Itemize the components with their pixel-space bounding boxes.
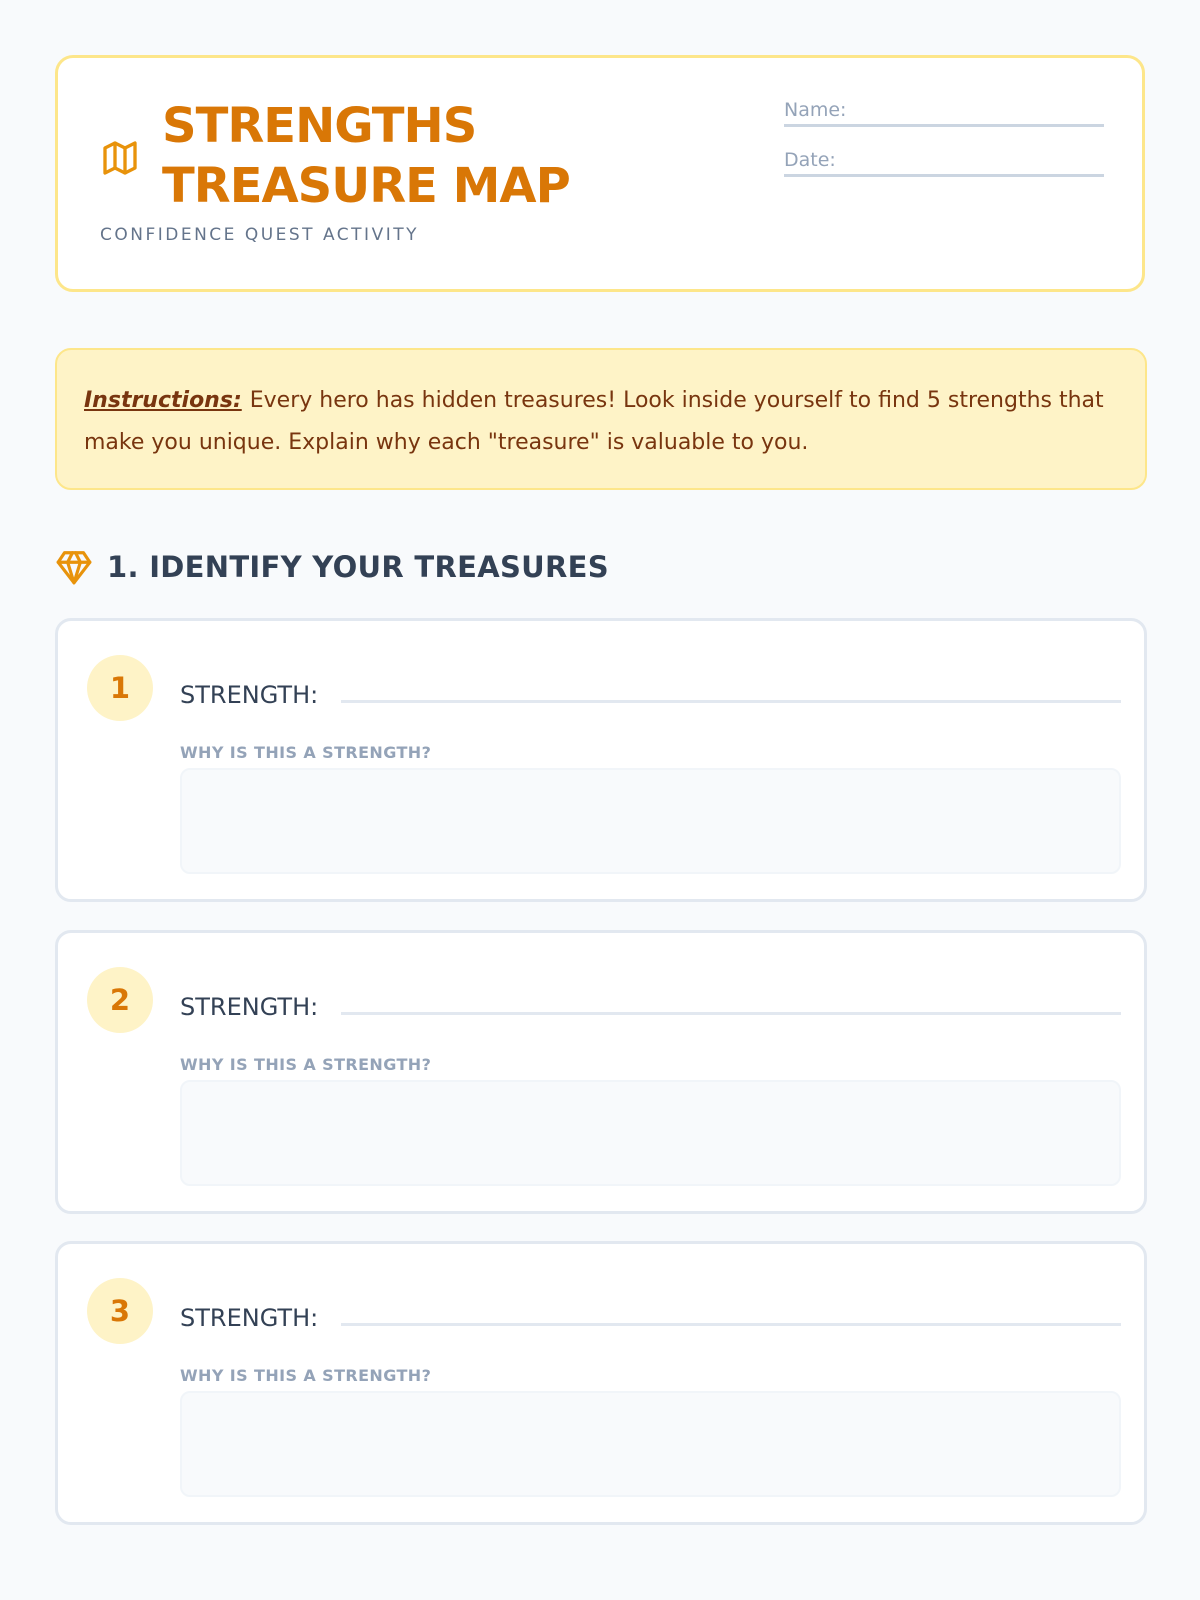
why-label: WHY IS THIS A STRENGTH? — [180, 1055, 432, 1074]
instructions-box — [55, 348, 1147, 490]
page-subtitle: CONFIDENCE QUEST ACTIVITY — [100, 225, 419, 245]
strength-number-badge: 3 — [87, 1278, 153, 1344]
why-label: WHY IS THIS A STRENGTH? — [180, 743, 432, 762]
gem-icon — [55, 548, 93, 586]
strength-card — [55, 618, 1147, 902]
section-title: 1. IDENTIFY YOUR TREASURES — [107, 550, 609, 584]
map-icon — [100, 138, 140, 178]
page-title: STRENGTHS TREASURE MAP — [162, 98, 570, 214]
why-answer-box[interactable] — [180, 768, 1121, 874]
instructions-text: Every hero has hidden treasures! Look inside yourself to find 5 strengths that make you unique. Explain why each "treasure" is valuable to you. — [84, 388, 1104, 455]
why-label: WHY IS THIS A STRENGTH? — [180, 1366, 432, 1385]
section-heading — [55, 545, 609, 589]
strength-card — [55, 1241, 1147, 1525]
strength-label: STRENGTH: — [180, 993, 319, 1021]
why-answer-box[interactable] — [180, 1080, 1121, 1186]
date-field-label: Date: — [784, 149, 836, 171]
strength-input-line[interactable] — [341, 1012, 1121, 1015]
name-field[interactable] — [784, 101, 1104, 127]
name-field-label: Name: — [784, 99, 847, 121]
strength-number-badge: 1 — [87, 655, 153, 721]
strength-input-line[interactable] — [341, 700, 1121, 703]
strength-input-line[interactable] — [341, 1323, 1121, 1326]
strength-label: STRENGTH: — [180, 1304, 319, 1332]
strength-label: STRENGTH: — [180, 681, 319, 709]
strength-card — [55, 930, 1147, 1214]
date-field[interactable] — [784, 151, 1104, 177]
strength-number-badge: 2 — [87, 967, 153, 1033]
why-answer-box[interactable] — [180, 1391, 1121, 1497]
worksheet-header — [55, 55, 1145, 292]
instructions-lead: Instructions: — [84, 388, 242, 413]
